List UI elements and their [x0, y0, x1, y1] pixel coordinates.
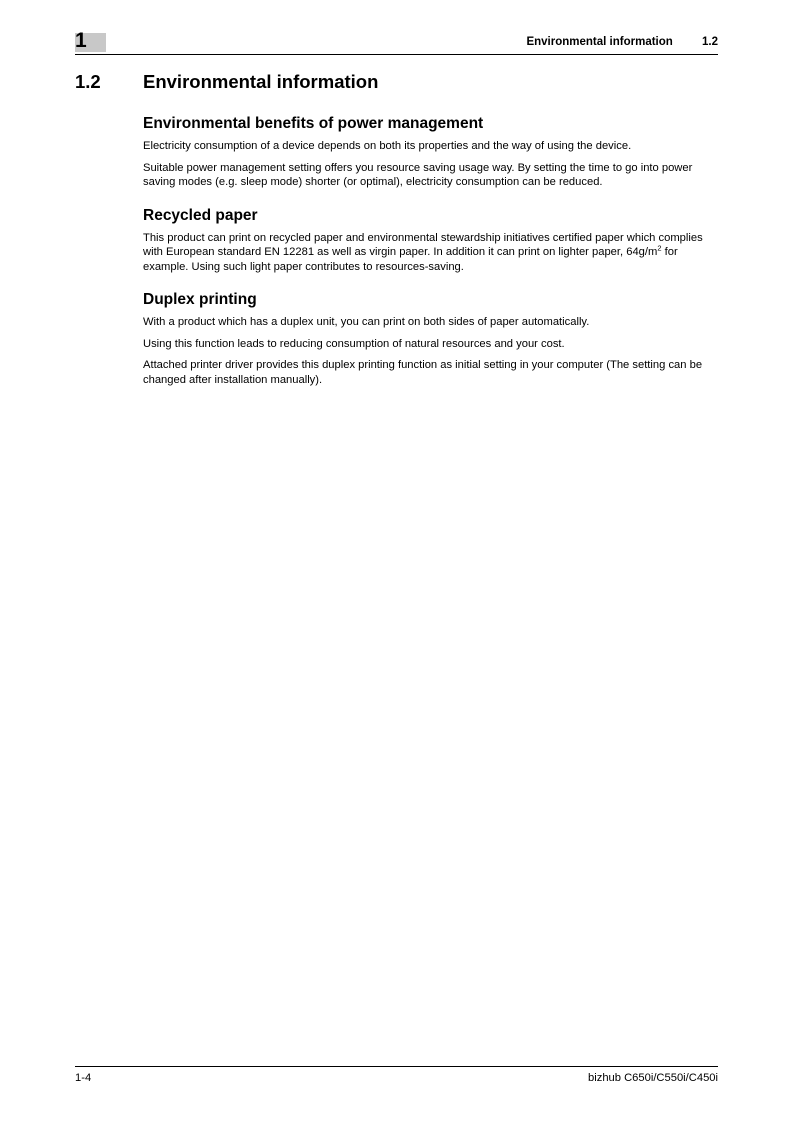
paragraph: Electricity consumption of a device depends on both its properties and the way of using the device.	[143, 140, 632, 152]
page-footer	[75, 1066, 718, 1085]
running-header	[526, 35, 718, 49]
paragraph: Using this function leads to reducing consumption of natural resources and your cost.	[143, 337, 565, 350]
subsection-heading: Environmental benefits of power management	[143, 115, 484, 132]
paragraph: Suitable power management setting offers you resource saving usage way. By setting the time to go into power saving modes (e.g. sleep mode) shorter (or optimal), electricity consumption can be reduced.	[143, 161, 693, 188]
subsection-heading: Duplex printing	[143, 291, 257, 308]
paragraph: Attached printer driver provides this duplex printing function as initial setting in your computer (The setting can be changed after installation manually).	[143, 359, 703, 386]
paragraph-text: This product can print on recycled paper and environmental stewardship initiatives certified paper which complies with European standard EN 12281 as well as virgin paper. In addition it can print on lighter paper,	[143, 231, 703, 258]
product-name: bizhub C650i/C550i/C450i	[588, 1072, 718, 1084]
paragraph	[143, 231, 720, 275]
superscript: 2	[657, 243, 662, 253]
running-header-title: Environmental information	[526, 36, 673, 48]
subsection-power-management	[143, 114, 720, 190]
paragraph: With a product which has a duplex unit, you can print on both sides of paper automatically.	[143, 316, 590, 328]
page-content	[143, 114, 720, 403]
page-header	[75, 29, 718, 55]
paragraph-text: for example. Using such light paper contributes to resources-saving.	[143, 246, 678, 273]
section-heading	[75, 71, 378, 93]
subsection-duplex-printing	[143, 290, 720, 387]
section-number: 1.2	[75, 71, 101, 92]
subsection-recycled-paper	[143, 206, 720, 275]
page-number: 1-4	[75, 1072, 92, 1084]
section-title: Environmental information	[143, 71, 379, 92]
paper-weight: 64g/m	[626, 246, 658, 258]
subsection-heading: Recycled paper	[143, 206, 258, 224]
running-header-section-number: 1.2	[702, 36, 718, 48]
chapter-number: 1	[75, 29, 87, 52]
